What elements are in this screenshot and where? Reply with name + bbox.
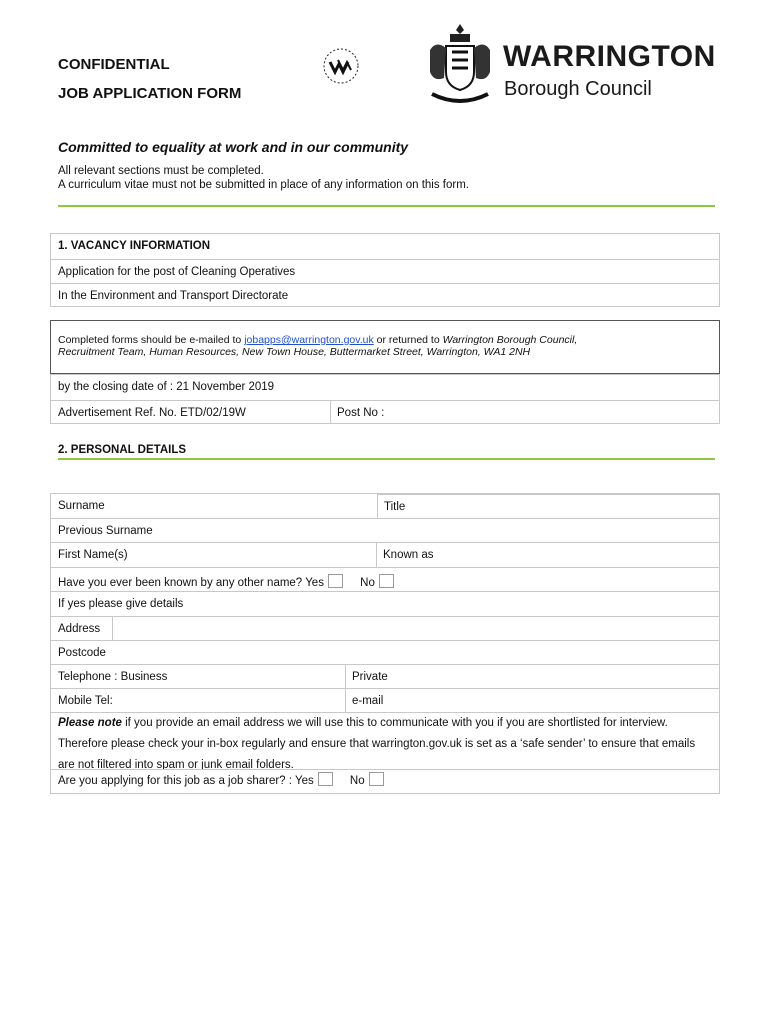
equality-headline: Committed to equality at work and in our community xyxy=(58,139,409,155)
notice-address-1: Warrington Borough Council, xyxy=(442,334,578,346)
note-text: if you provide an email address we will use this to communicate with you if you are shortlisted for interview. Therefore please check your in-box regularly and ensure that warrington.gov.uk is set as a ‘safe sender’ to ensure that emails are not filtered into spam or junk email folders. xyxy=(58,717,696,770)
title-field[interactable]: Title xyxy=(377,494,719,518)
email-field[interactable]: e-mail xyxy=(345,688,719,712)
vacancy-table xyxy=(50,233,720,307)
form-title: JOB APPLICATION FORM xyxy=(58,85,242,102)
postcode-field[interactable]: Postcode xyxy=(51,640,719,664)
divider xyxy=(58,458,715,460)
job-sharer-no-label: No xyxy=(349,775,365,787)
known-as-field[interactable]: Known as xyxy=(376,542,719,567)
address-label: Address xyxy=(51,616,113,640)
confidential-label: CONFIDENTIAL xyxy=(58,56,170,73)
divider xyxy=(58,205,715,207)
svg-text:~~~~: ~~~~ xyxy=(454,100,466,106)
job-sharer-question xyxy=(51,769,719,794)
closing-date: by the closing date of : 21 November 2019 xyxy=(58,381,275,393)
yes-checkbox[interactable] xyxy=(328,574,343,588)
other-name-question xyxy=(51,567,719,591)
job-sharer-yes-checkbox[interactable] xyxy=(318,772,333,786)
mobile-field[interactable]: Mobile Tel: xyxy=(51,688,346,712)
directorate-field[interactable]: In the Environment and Transport Directorate xyxy=(51,283,719,307)
intro-line-2: A curriculum vitae must not be submitted in place of any information on this form. xyxy=(58,179,469,191)
email-link[interactable]: jobapps@warrington.gov.uk xyxy=(244,334,374,346)
surname-field[interactable]: Surname xyxy=(58,500,105,512)
telephone-private-field[interactable]: Private xyxy=(345,664,719,688)
closing-table xyxy=(50,374,720,424)
intro-line-1: All relevant sections must be completed. xyxy=(58,165,264,177)
first-names-field[interactable]: First Name(s) xyxy=(51,542,377,567)
other-name-details-field[interactable]: If yes please give details xyxy=(51,591,719,616)
borough-coat-of-arms-icon xyxy=(424,20,496,108)
brand-name: WARRINGTON xyxy=(503,40,716,73)
no-checkbox[interactable] xyxy=(379,574,394,588)
post-no-field[interactable]: Post No : xyxy=(330,400,719,424)
brand-subtitle: Borough Council xyxy=(504,78,652,100)
notice-text: Completed forms should be e-mailed to xyxy=(58,334,245,346)
personal-details-table xyxy=(50,493,720,794)
section-2-heading: 2. PERSONAL DETAILS xyxy=(58,444,187,456)
intro-text xyxy=(58,164,469,192)
notice-address-2: Recruitment Team, Human Resources, New Town House, Buttermarket Street, Warrington, WA1 2NH xyxy=(58,346,531,358)
note-label: Please note xyxy=(58,717,122,729)
previous-surname-field[interactable]: Previous Surname xyxy=(51,518,719,542)
post-field[interactable]: Application for the post of Cleaning Operatives xyxy=(51,259,719,283)
job-sharer-label: Are you applying for this job as a job sharer? : Yes xyxy=(58,775,314,787)
job-sharer-no-checkbox[interactable] xyxy=(369,772,384,786)
address-input[interactable] xyxy=(112,616,719,640)
vacancy-heading: 1. VACANCY INFORMATION xyxy=(58,240,211,252)
telephone-business-field[interactable]: Telephone : Business xyxy=(51,664,346,688)
other-name-label: Have you ever been known by any other name? Yes xyxy=(58,577,324,589)
positive-about-disabled-people-logo xyxy=(316,46,366,86)
submission-notice xyxy=(50,320,720,374)
no-label: No xyxy=(360,577,375,589)
email-note xyxy=(51,712,719,770)
notice-text-mid: or returned to xyxy=(373,334,443,346)
advert-ref: Advertisement Ref. No. ETD/02/19W xyxy=(51,400,331,424)
